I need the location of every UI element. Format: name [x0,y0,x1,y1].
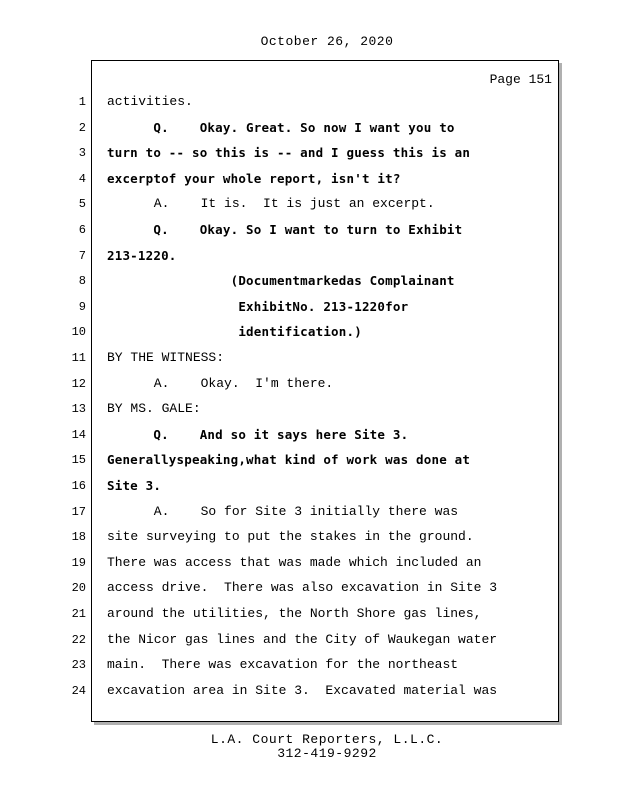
page-number: Page 151 [489,72,552,87]
line-text: ExhibitNo. 213-1220for [107,298,409,314]
line-text: There was access that was made which included an [107,554,482,570]
line-number: 16 [71,479,86,493]
line-number: 5 [78,197,86,212]
line-number: 21 [71,607,86,621]
line-number: 6 [78,223,86,237]
line-number: 24 [71,683,86,698]
line-text: A. It is. It is just an excerpt. [107,196,435,212]
line-number: 14 [71,427,86,442]
line-text: Generallyspeaking,what kind of work was done at [107,452,471,468]
transcript-line [0,143,618,165]
line-text: main. There was excavation for the northeast [107,657,459,673]
transcript-line [0,630,618,652]
transcript-line [0,681,618,703]
line-number: 2 [78,120,86,135]
line-number: 8 [78,274,86,289]
line-number: 11 [71,351,86,365]
line-text: (Documentmarkedas Complainant [107,273,455,289]
line-text: access drive. There was also excavation in Site 3 [107,580,498,596]
line-text: BY THE WITNESS: [107,350,225,365]
line-text: around the utilities, the North Shore gas lines, [107,606,482,621]
line-text: excerptof your whole report, isn't it? [107,170,401,186]
transcript-line [0,271,618,293]
transcript-line [0,450,618,472]
line-number: 20 [71,581,86,596]
transcript-line [0,527,618,549]
line-number: 7 [78,248,86,263]
line-number: 1 [78,95,86,109]
transcript-line [0,399,618,421]
line-number: 17 [71,504,86,519]
line-text: turn to -- so this is -- and I guess this is an [107,145,471,161]
line-number: 12 [71,376,86,391]
transcript-line [0,220,618,242]
footer-phone: 312-419-9292 [277,746,377,761]
transcript-line [0,476,618,498]
transcript-line [0,553,618,575]
transcript-line [0,502,618,524]
line-number: 22 [71,632,86,647]
transcript-line [0,655,618,677]
line-number: 3 [78,146,86,161]
transcript-line [0,92,618,114]
line-number: 4 [78,171,86,186]
line-number: 9 [78,299,86,314]
line-text: Q. Okay. So I want to turn to Exhibit [107,222,463,237]
transcript-line [0,246,618,268]
line-text: excavation area in Site 3. Excavated material was [107,682,498,698]
line-number: 13 [71,402,86,417]
transcript-line [0,118,618,140]
transcript-line [0,604,618,626]
line-number: 10 [71,325,86,340]
line-text: Q. And so it says here Site 3. [107,426,409,442]
transcript-line [0,194,618,216]
transcript-line [0,297,618,319]
header-date: October 26, 2020 [260,34,394,49]
transcript-line [0,169,618,191]
line-text: identification.) [107,324,362,340]
line-number: 18 [71,530,86,545]
line-number: 15 [71,453,86,468]
transcript-line [0,322,618,344]
transcript-line [0,374,618,396]
line-text: site surveying to put the stakes in the ground. [107,529,474,545]
line-text: the Nicor gas lines and the City of Waukegan water [107,631,498,647]
line-number: 19 [71,555,86,570]
transcript-line [0,425,618,447]
line-text: 213-1220. [107,247,177,263]
transcript-line [0,578,618,600]
line-text: activities. [107,94,193,109]
line-text: BY MS. GALE: [107,401,201,417]
line-text: A. Okay. I'm there. [107,375,334,391]
line-text: Q. Okay. Great. So now I want you to [107,119,455,135]
line-text: Site 3. [107,478,162,493]
line-number: 23 [71,658,86,673]
line-text: A. So for Site 3 initially there was [107,503,459,519]
footer-company: L.A. Court Reporters, L.L.C. [210,732,444,747]
transcript-line [0,348,618,370]
